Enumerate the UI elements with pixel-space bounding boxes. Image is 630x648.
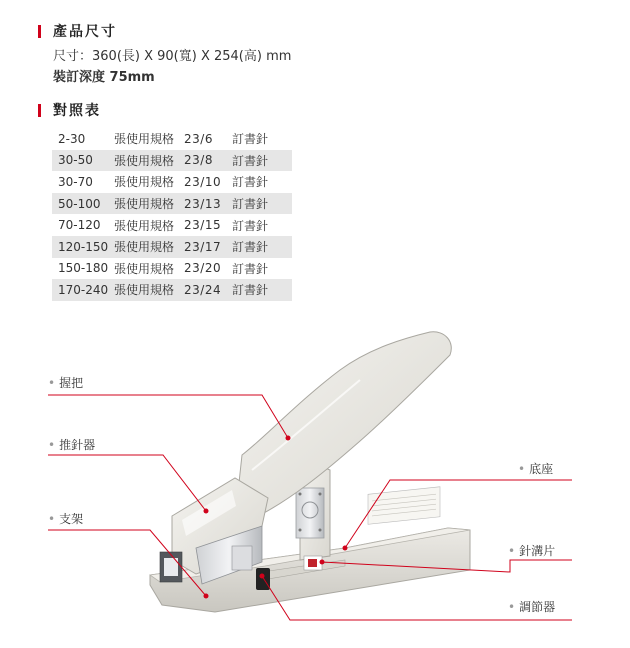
label-base <box>518 460 553 477</box>
callout-dot-handle <box>286 436 291 441</box>
sheet-range: 50-100 <box>58 196 101 211</box>
bullet-dot-icon: • <box>508 544 516 558</box>
staple-kind: 訂書針 <box>232 197 269 212</box>
stapler-handle-shape <box>238 332 451 516</box>
staple-spec: 23/24 <box>184 282 222 297</box>
dimensions-text: 尺寸：360(長) X 90(寬) X 254(高) mm <box>53 49 292 64</box>
sheet-range: 170-240 <box>58 282 109 297</box>
staple-spec: 23/10 <box>184 174 222 189</box>
label-handle-text: 握把 <box>59 376 84 390</box>
usage-desc: 張使用規格 <box>114 197 175 212</box>
staple-kind: 訂書針 <box>232 153 269 168</box>
usage-desc: 張使用規格 <box>114 175 175 190</box>
bullet-dot-icon: • <box>48 512 56 526</box>
sheet-range: 2-30 <box>58 131 86 146</box>
staple-spec: 23/6 <box>184 131 213 146</box>
usage-desc: 張使用規格 <box>114 283 175 298</box>
usage-desc: 張使用規格 <box>114 240 175 255</box>
usage-desc: 張使用規格 <box>114 261 175 276</box>
stapler-head-shape <box>160 478 268 584</box>
label-staple-slot <box>508 542 555 559</box>
comparison-title: 對照表 <box>53 103 101 119</box>
usage-desc: 張使用規格 <box>114 218 175 233</box>
sheet-range: 30-70 <box>58 174 93 189</box>
staple-kind: 訂書針 <box>232 283 269 298</box>
staple-spec: 23/13 <box>184 196 222 211</box>
staple-spec: 23/17 <box>184 239 222 254</box>
bullet-dot-icon: • <box>508 600 516 614</box>
staple-spec: 23/20 <box>184 261 222 276</box>
label-stand <box>48 510 83 527</box>
product-size-title: 產品尺寸 <box>53 24 117 40</box>
sheet-range: 70-120 <box>58 218 101 233</box>
sheet-range: 30-50 <box>58 153 93 168</box>
label-staple-slot-text: 針溝片 <box>519 544 556 558</box>
label-adjuster-text: 調節器 <box>519 600 556 614</box>
callout-dot-adjuster <box>260 574 265 579</box>
usage-desc: 張使用規格 <box>114 153 175 168</box>
sheet-range: 120-150 <box>58 239 109 254</box>
staple-kind: 訂書針 <box>232 218 269 233</box>
callout-line-pusher <box>48 455 206 511</box>
callout-dot-stand <box>204 594 209 599</box>
label-pusher <box>48 436 95 453</box>
callout-dot-staple-slot <box>320 560 325 565</box>
staple-kind: 訂書針 <box>232 240 269 255</box>
bullet-dot-icon: • <box>48 438 56 452</box>
bullet-dot-icon: • <box>518 462 526 476</box>
bullet-dot-icon: • <box>48 376 56 390</box>
label-adjuster <box>508 598 555 615</box>
usage-desc: 張使用規格 <box>114 132 175 147</box>
sheet-range: 150-180 <box>58 261 109 276</box>
label-handle <box>48 374 83 391</box>
label-base-text: 底座 <box>529 462 554 476</box>
staple-kind: 訂書針 <box>232 132 269 147</box>
callout-dot-pusher <box>204 509 209 514</box>
label-pusher-text: 推針器 <box>59 438 96 452</box>
staple-kind: 訂書針 <box>232 261 269 276</box>
callout-line-handle <box>48 395 288 438</box>
stapling-depth-text: 裝訂深度 75mm <box>53 70 155 85</box>
callout-dot-base <box>343 546 348 551</box>
staple-spec: 23/15 <box>184 218 222 233</box>
label-stand-text: 支架 <box>59 512 84 526</box>
staple-spec: 23/8 <box>184 153 213 168</box>
staple-kind: 訂書針 <box>232 175 269 190</box>
